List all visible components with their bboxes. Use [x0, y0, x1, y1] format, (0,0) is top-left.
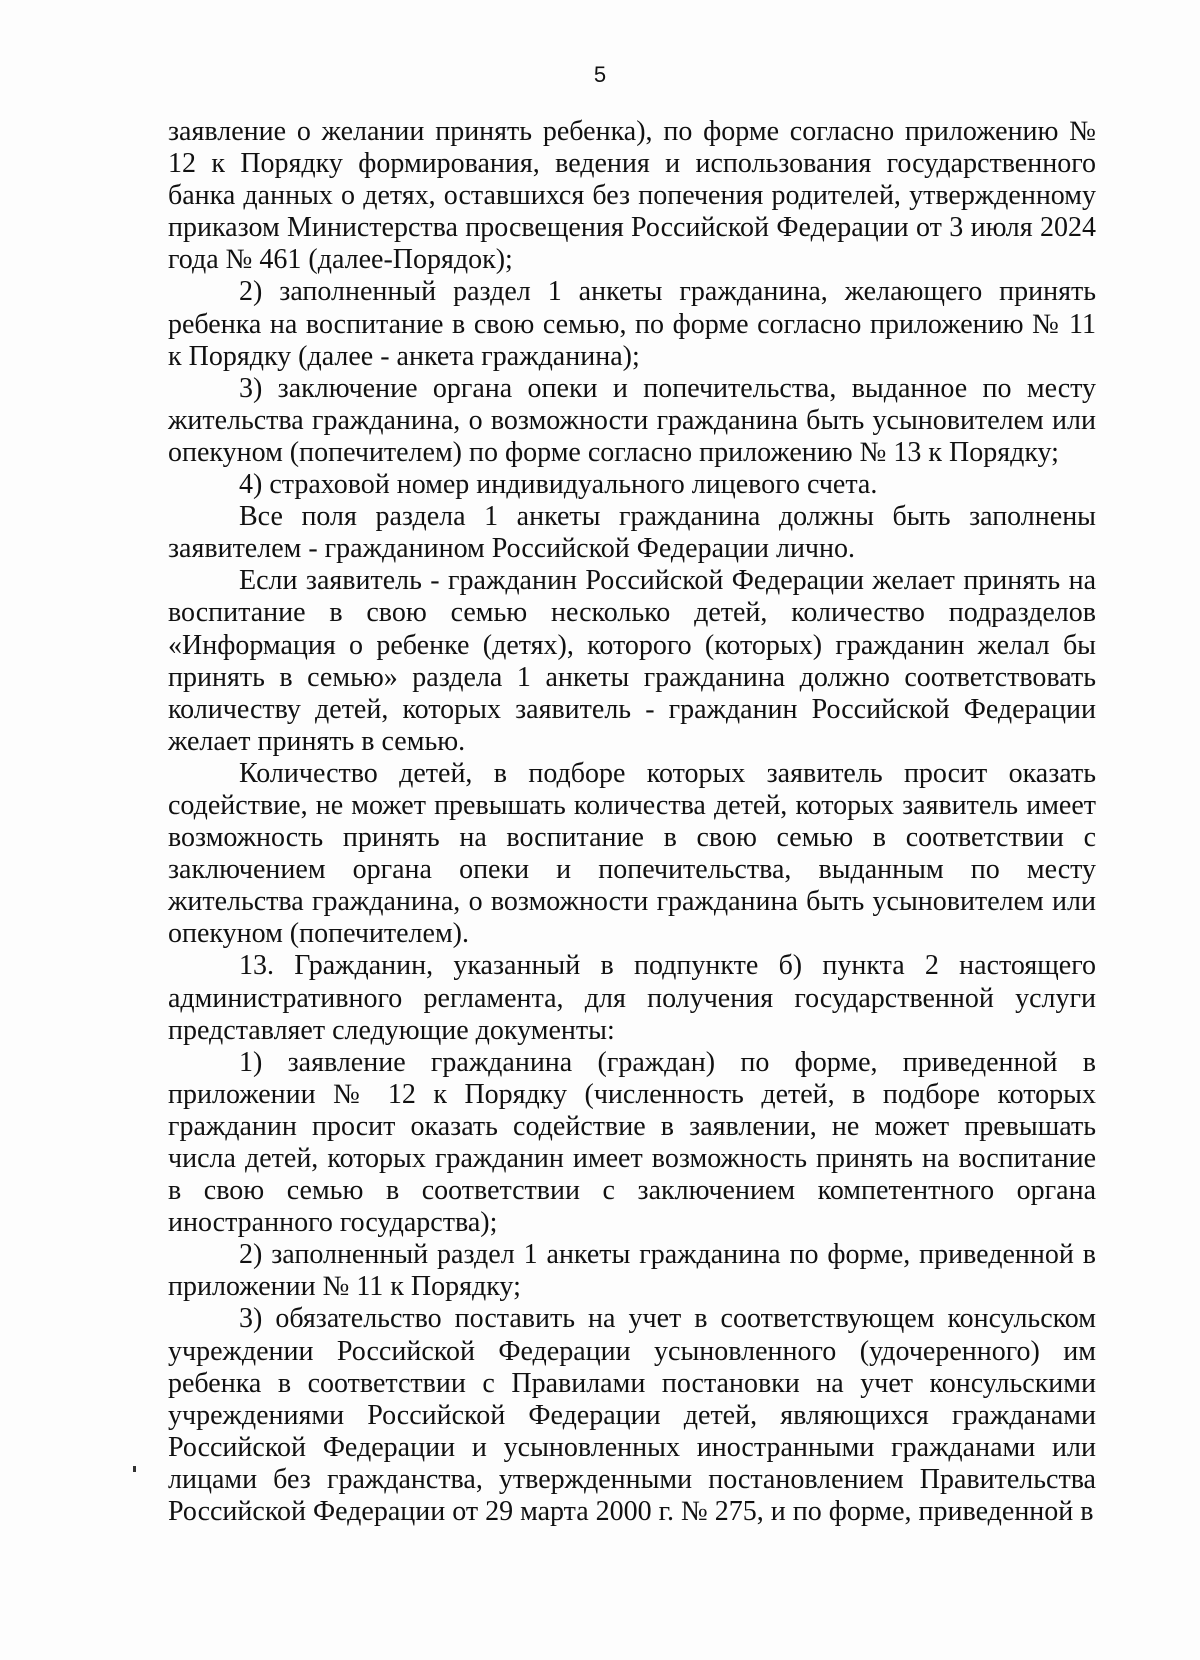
document-body: [168, 116, 1096, 1528]
page-number: 5: [593, 62, 607, 87]
paragraph-item-4-snils: 4) страховой номер индивидуального лицевого счета.: [239, 469, 878, 501]
scan-speck: [133, 1466, 136, 1472]
paragraph-13-item-1-application: 1) заявление гражданина (граждан) по форме, приведенной в приложении № 12 к Порядку (численность детей, в подборе которых гражданин просит оказать содействие в заявлении, не может превышать числа детей, которых гражданин имеет возможность принять на воспитание в свою семью в соответствии с заключением компетентного органа иностранного государства);: [168, 1046, 1096, 1239]
paragraph-13-item-2-questionnaire: 2) заполненный раздел 1 анкеты гражданина по форме, приведенной в приложении № 11 к Порядку;: [168, 1239, 1096, 1303]
paragraph-item-2-questionnaire: 2) заполненный раздел 1 анкеты гражданина, желающего принять ребенка на воспитание в свою семью, по форме согласно приложению № 11 к Порядку (далее - анкета гражданина);: [168, 276, 1096, 372]
paragraph-item-3-guardianship-conclusion: 3) заключение органа опеки и попечительства, выданное по месту жительства гражданина, о возможности гражданина быть усыновителем или опекуном (попечителем) по форме согласно приложению № 13 к Порядку;: [168, 372, 1096, 468]
paragraph-13-item-3-consular-registration: 3) обязательство поставить на учет в соответствующем консульском учреждении Российской Федерации усыновленного (удочеренного) им ребенка в соответствии с Правилами постановки на учет консульскими учреждениями Российской Федерации детей, являющихся гражданами Российской Федерации и усыновленных иностранными гражданами или лицами без гражданства, утвержденными постановлением Правительства Российской Федерации от 29 марта 2000 г. № 275, и по форме, приведенной в: [168, 1303, 1096, 1528]
paragraph-application-continuation: заявление о желании принять ребенка), по форме согласно приложению № 12 к Порядку формирования, ведения и использования государственного банка данных о детях, оставшихся без попечения родителей, утвержденному приказом Министерства просвещения Российской Федерации от 3 июля 2024 года № 461 (далее-Порядок);: [168, 116, 1096, 276]
paragraph-several-children: Если заявитель - гражданин Российской Федерации желает принять на воспитание в свою семью несколько детей, количество подразделов «Информация о ребенке (детях), которого (которых) гражданин желал бы принять в семью» раздела 1 анкеты гражданина должно соответствовать количеству детей, которых заявитель - гражданин Российской Федерации желает принять в семью.: [168, 565, 1096, 757]
paragraph-fields-filled-personally: Все поля раздела 1 анкеты гражданина должны быть заполнены заявителем - гражданином Российской Федерации лично.: [168, 501, 1096, 565]
paragraph-children-count-limit: Количество детей, в подборе которых заявитель просит оказать содействие, не может превышать количества детей, которых заявитель имеет возможность принять на воспитание в свою семью в соответствии с заключением органа опеки и попечительства, выданным по месту жительства гражданина, о возможности гражданина быть усыновителем или опекуном (попечителем).: [168, 757, 1096, 950]
paragraph-section-13: 13. Гражданин, указанный в подпункте б) пункта 2 настоящего административного регламента, для получения государственной услуги представляет следующие документы:: [168, 950, 1096, 1046]
